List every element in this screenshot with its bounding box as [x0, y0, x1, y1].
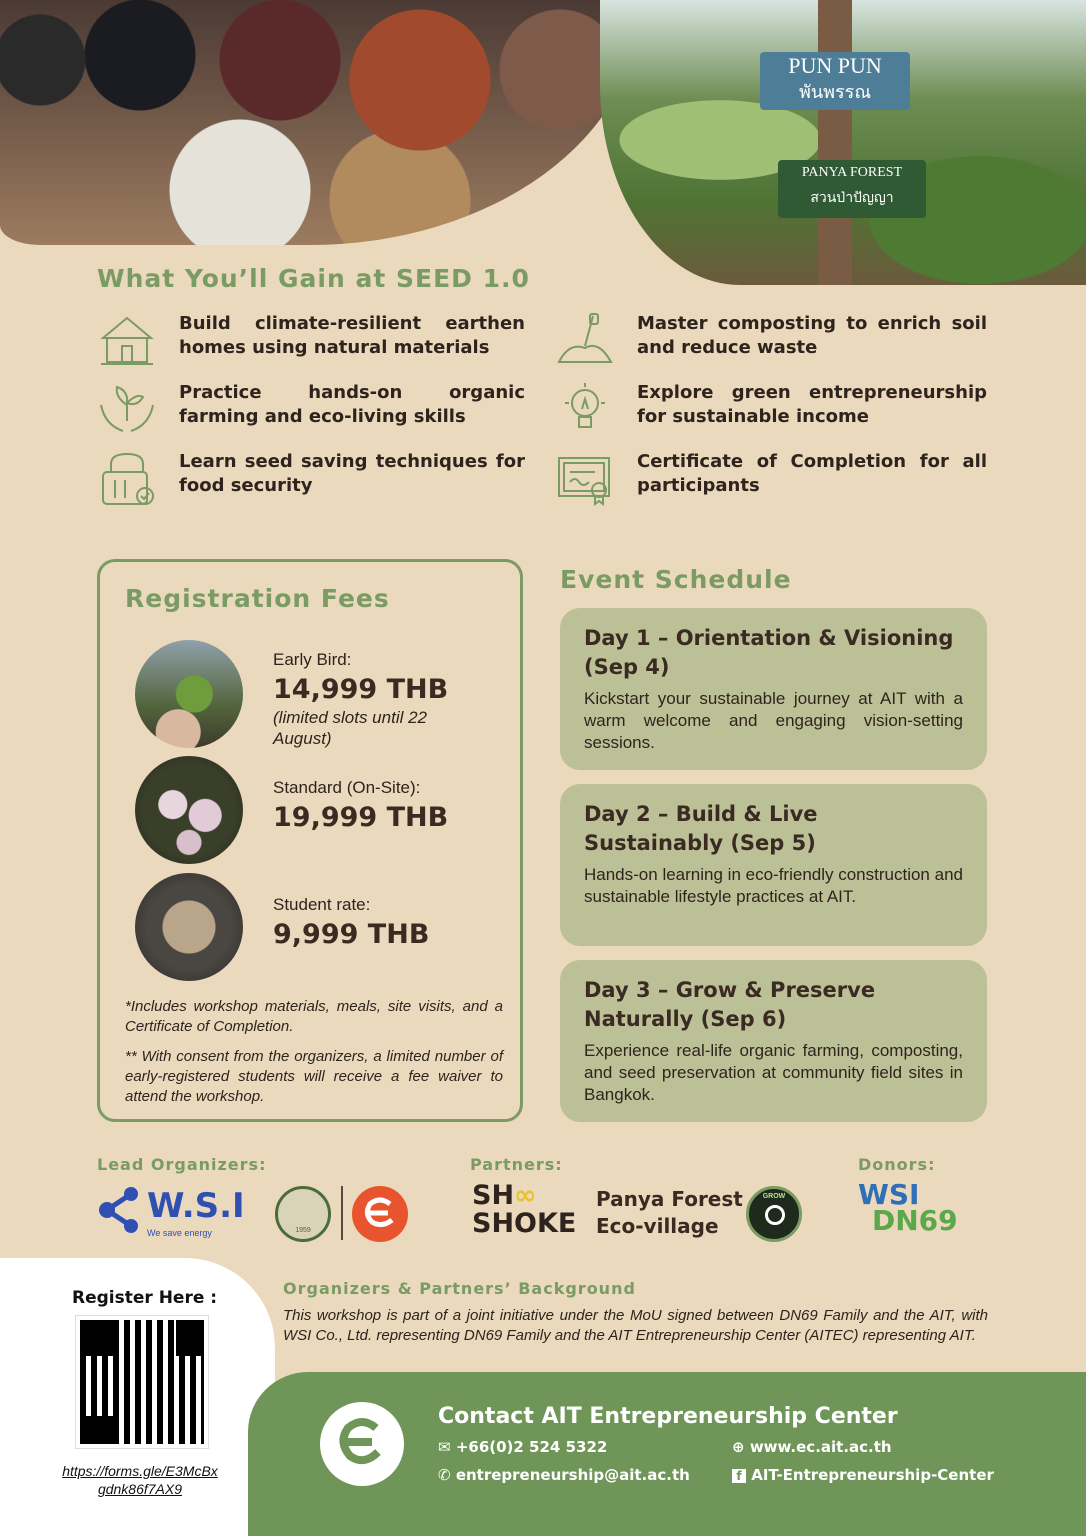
seeds-photo	[0, 0, 640, 245]
sign-punpun-text: PUN PUN	[788, 53, 882, 78]
seed-hands-photo	[135, 873, 243, 981]
gain-item-seed-saving	[97, 450, 525, 506]
donor-logo	[858, 1178, 958, 1237]
grow-logo	[746, 1186, 802, 1242]
tree-trunk	[818, 0, 852, 285]
day-title: Day 2 – Build & Live Sustainably (Sep 5)	[584, 802, 818, 855]
register-qr-code[interactable]	[76, 1316, 208, 1448]
sign-punpun-thai: พันพรรณ	[798, 82, 872, 102]
schedule-title: Event Schedule	[560, 565, 792, 594]
lead-organizers-label: Lead Organizers:	[97, 1155, 267, 1174]
mail-icon: ✉	[438, 1438, 451, 1456]
sign-punpun	[760, 52, 910, 110]
panya-line-1: Panya Forest	[596, 1187, 743, 1211]
standard-label: Standard (On-Site):	[273, 778, 421, 797]
contact-website[interactable]	[732, 1438, 892, 1456]
sign-panya	[778, 160, 926, 218]
contact-email[interactable]	[438, 1466, 690, 1484]
panya-forest-logo	[596, 1186, 743, 1240]
registration-title: Registration Fees	[125, 584, 390, 613]
register-link[interactable]: https://forms.gle/E3McBxgdnk86f7AX9	[62, 1463, 218, 1497]
grow-logo-text: GROW	[762, 1193, 786, 1200]
shoshoke-sh: SH	[472, 1180, 515, 1211]
ec-mark-icon	[352, 1186, 408, 1242]
contact-email-text: entrepreneurship@ait.ac.th	[455, 1466, 690, 1484]
register-title: Register Here :	[72, 1288, 218, 1308]
seed-lock-icon	[97, 450, 157, 506]
day-title: Day 3 – Grow & Preserve Naturally (Sep 6)	[584, 978, 876, 1031]
donor-logo-dn69	[858, 1204, 958, 1237]
partners-label: Partners:	[470, 1155, 563, 1174]
shoshoke-line-2: SHOKE	[472, 1208, 577, 1239]
background-title: Organizers & Partners’ Background	[283, 1279, 636, 1298]
early-bird-label: Early Bird:	[273, 650, 352, 669]
contact-facebook[interactable]	[732, 1466, 994, 1484]
contact-phone-text: +66(0)2 524 5322	[455, 1438, 608, 1456]
gain-text: Explore green entrepreneurship for sustainable income	[637, 382, 987, 427]
gain-item-earthen-homes	[97, 312, 525, 368]
gain-text: Learn seed saving techniques for food security	[179, 451, 525, 496]
gain-text: Certificate of Completion for all participants	[637, 451, 987, 496]
mushroom-photo	[135, 756, 243, 864]
standard-price: 19,999 THB	[273, 802, 449, 833]
gain-text: Build climate-resilient earthen homes using natural materials	[179, 313, 525, 358]
gain-text: Master composting to enrich soil and reduce waste	[637, 313, 987, 358]
registration-footnote-1: *Includes workshop materials, meals, site visits, and a Certificate of Completion.	[125, 998, 503, 1035]
gain-item-organic-farming	[97, 381, 525, 437]
gain-item-green-entrepreneurship	[555, 381, 987, 437]
gain-item-certificate	[555, 450, 987, 506]
ec-logo	[320, 1402, 404, 1486]
tea-leaf-photo	[135, 640, 243, 748]
panya-line-2: Eco-village	[596, 1214, 719, 1238]
ait-seal-logo	[275, 1186, 331, 1242]
registration-footnote-2: ** With consent from the organizers, a limited number of early-registered students will receive a fee waiver to attend the workshop.	[125, 1048, 503, 1105]
contact-phone[interactable]	[438, 1438, 607, 1456]
ait-seal-year: 1959	[295, 1227, 311, 1234]
day-description: Hands-on learning in eco-friendly construction and sustainable lifestyle practices at AIT.	[584, 865, 963, 906]
day-card-2	[560, 784, 987, 946]
sign-panya-thai: สวนป่าปัญญา	[810, 191, 894, 206]
contact-footer	[248, 1372, 1086, 1536]
contact-website-text: www.ec.ait.ac.th	[749, 1438, 892, 1456]
phone-icon: ✆	[438, 1466, 451, 1484]
facebook-icon: f	[732, 1469, 746, 1483]
day-card-1	[560, 608, 987, 770]
certificate-icon	[555, 450, 615, 506]
donors-label: Donors:	[858, 1155, 936, 1174]
gain-item-composting	[555, 312, 987, 368]
forest-photo	[600, 0, 1086, 285]
lightbulb-icon	[555, 381, 615, 437]
globe-icon: ⊕	[732, 1438, 745, 1456]
earthen-home-icon	[97, 312, 157, 368]
student-price: 9,999 THB	[273, 919, 430, 950]
background-text: This workshop is part of a joint initiative under the MoU signed between DN69 Family and the AIT, with WSI Co., Ltd. representing DN69 Family and the AIT Entrepreneurship Center (AITEC) representing AIT.	[283, 1307, 988, 1344]
shoshoke-logo	[472, 1182, 576, 1238]
gains-title: What You’ll Gain at SEED 1.0	[97, 264, 530, 293]
registration-box	[97, 559, 523, 1122]
plant-hands-icon	[97, 381, 157, 437]
contact-title: Contact AIT Entrepreneurship Center	[438, 1404, 898, 1429]
sign-panya-text: PANYA FOREST	[801, 165, 903, 180]
wsi-logo	[97, 1184, 267, 1240]
register-panel	[0, 1258, 275, 1536]
contact-facebook-text: AIT-Entrepreneurship-Center	[751, 1466, 994, 1484]
aitec-logo	[352, 1186, 408, 1242]
student-label: Student rate:	[273, 895, 371, 914]
donor-logo-dn69-text: DN69	[872, 1204, 958, 1237]
wsi-network-icon	[97, 1184, 145, 1236]
day-description: Experience real-life organic farming, composting, and seed preservation at community field sites in Bangkok.	[584, 1041, 963, 1104]
recycle-icon	[765, 1205, 785, 1225]
gain-text: Practice hands-on organic farming and eco-living skills	[179, 382, 525, 427]
ec-logo-icon	[320, 1402, 404, 1486]
wsi-logo-text: W.S.I	[147, 1186, 245, 1226]
early-bird-note: (limited slots until 22 August)	[273, 708, 428, 748]
shoshoke-line-1: SH∞	[472, 1180, 537, 1211]
day-card-3	[560, 960, 987, 1122]
day-title: Day 1 – Orientation & Visioning (Sep 4)	[584, 626, 954, 679]
wsi-tagline: We save energy	[147, 1228, 212, 1238]
donor-logo-wsi: WSI	[858, 1178, 920, 1211]
logo-divider	[341, 1186, 343, 1240]
day-description: Kickstart your sustainable journey at AIT with a warm welcome and engaging vision-setting sessions.	[584, 689, 963, 752]
compost-icon	[555, 312, 615, 368]
early-bird-price: 14,999 THB	[273, 674, 449, 705]
